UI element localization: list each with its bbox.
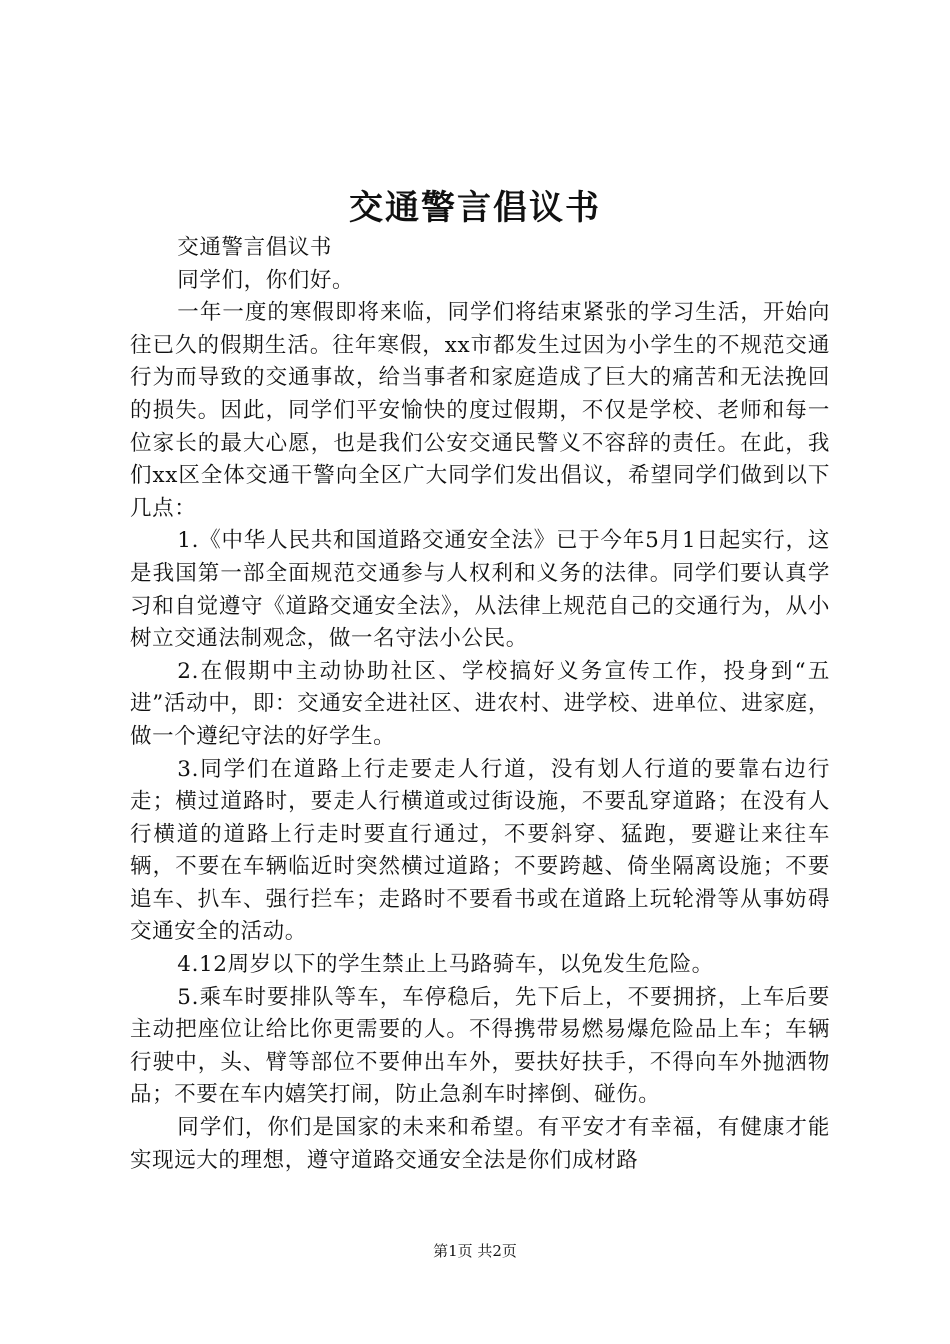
paragraph-item-5: 5.乘车时要排队等车，车停稳后，先下后上，不要拥挤，上车后要主动把座位让给比你更需要的人。不得携带易燃易爆危险品上车；车辆行驶中，头、臂等部位不要伸出车外，要扶好扶手，不得向车外抛洒物品；不要在车内嬉笑打闹，防止急刹车时摔倒、碰伤。 [130, 984, 830, 1108]
document-body [130, 232, 830, 1177]
paragraph-heading-repeat: 交通警言倡议书 [177, 235, 332, 260]
document-title: 交通警言倡议书 [349, 188, 601, 228]
paragraph-closing: 同学们，你们是国家的未来和希望。有平安才有幸福，有健康才能实现远大的理想，遵守道路交通安全法是你们成材路 [130, 1115, 830, 1173]
paragraph-greeting: 同学们，你们好。 [177, 267, 355, 293]
paragraph-intro: 一年一度的寒假即将来临，同学们将结束紧张的学习生活，开始向往已久的假期生活。往年寒假，xx市都发生过因为小学生的不规范交通行为而导致的交通事故，给当事者和家庭造成了巨大的痛苦和无法挽回的损失。因此，同学们平安愉快的度过假期，不仅是学校、老师和每一位家长的最大心愿，也是我们公安交通民警义不容辞的责任。在此，我们xx区全体交通干警向全区广大同学们发出倡议，希望同学们做到以下几点： [130, 300, 830, 521]
paragraph-item-4: 4.12周岁以下的学生禁止上马路骑车，以免发生危险。 [177, 952, 714, 978]
page-footer: 第1页 共2页 [433, 1242, 517, 1260]
paragraph-item-2: 2.在假期中主动协助社区、学校搞好义务宣传工作，投身到“五进”活动中，即：交通安全进社区、进农村、进学校、进单位、进家庭，做一个遵纪守法的好学生。 [130, 658, 830, 749]
paragraph-item-1: 1.《中华人民共和国道路交通安全法》已于今年5月1日起实行，这是我国第一部全面规范交通参与人权利和义务的法律。同学们要认真学习和自觉遵守《道路交通安全法》，从法律上规范自己的交通行为，从小树立交通法制观念，做一名守法小公民。 [130, 528, 830, 652]
paragraph-item-3: 3.同学们在道路上行走要走人行道，没有划人行道的要靠右边行走；横过道路时，要走人行横道或过街设施，不要乱穿道路；在没有人行横道的道路上行走时要直行通过，不要斜穿、猛跑，要避让来往车辆，不要在车辆临近时突然横过道路；不要跨越、倚坐隔离设施；不要追车、扒车、强行拦车；走路时不要看书或在道路上玩轮滑等从事妨碍交通安全的活动。 [130, 756, 830, 945]
